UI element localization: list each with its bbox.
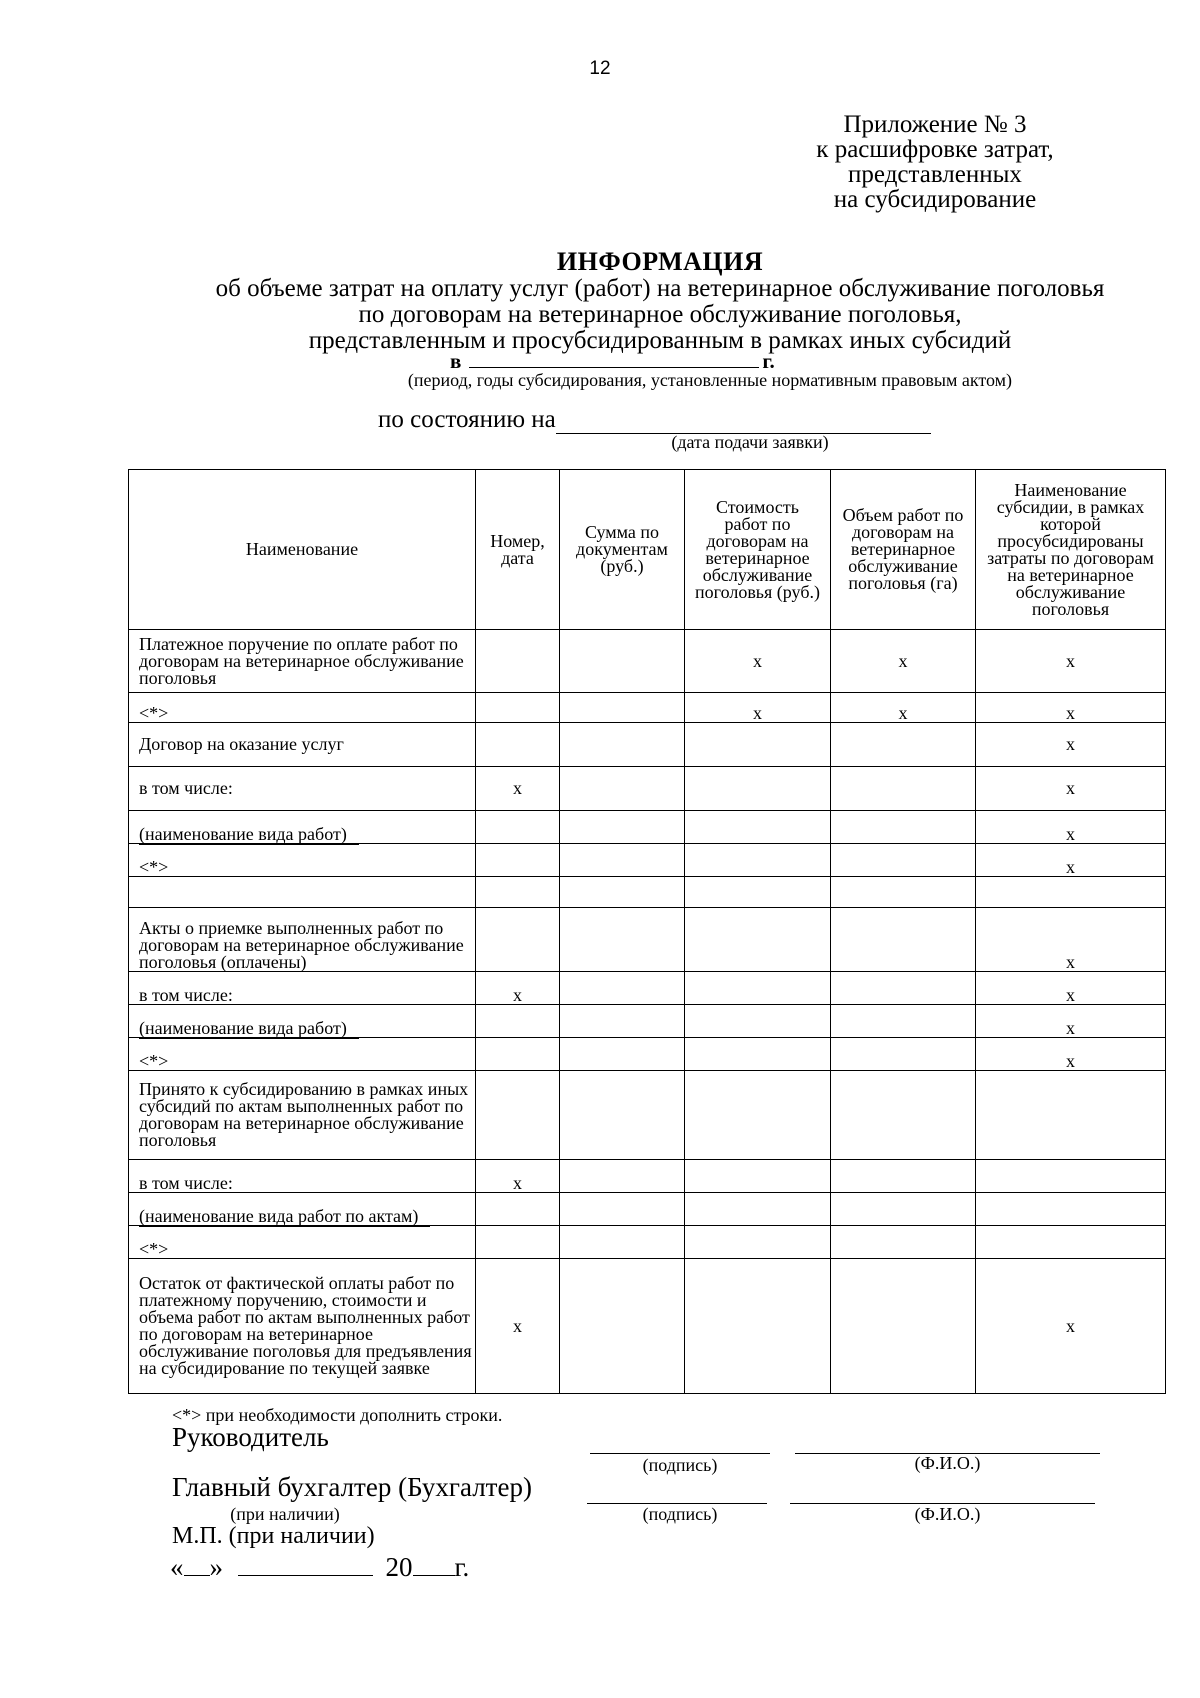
table-cell: х bbox=[476, 972, 560, 1005]
table-cell bbox=[685, 1259, 831, 1394]
annex-line: к расшифровке затрат, bbox=[816, 136, 1054, 163]
row-label-cell bbox=[129, 811, 476, 844]
head-fio-caption: (Ф.И.О.) bbox=[914, 1453, 981, 1473]
table-cell: х bbox=[976, 693, 1166, 723]
stamp-label: М.П. (при наличии) bbox=[172, 1523, 375, 1549]
table-cell: х bbox=[976, 972, 1166, 1005]
table-cell bbox=[560, 1005, 685, 1038]
footnote: <*> при необходимости дополнить строки. bbox=[172, 1405, 503, 1425]
row-label-cell: <*> bbox=[129, 844, 476, 877]
table-cell bbox=[560, 767, 685, 811]
table-cell bbox=[560, 1160, 685, 1193]
table-cell bbox=[685, 811, 831, 844]
table-cell bbox=[831, 1160, 976, 1193]
accountant-label: Главный бухгалтер (Бухгалтер) bbox=[172, 1472, 532, 1502]
table-cell bbox=[560, 1193, 685, 1226]
table-cell bbox=[831, 1038, 976, 1071]
state-date-blank[interactable] bbox=[556, 411, 931, 434]
header-cell: Наименование bbox=[129, 470, 476, 630]
table-cell: х bbox=[831, 693, 976, 723]
page-number: 12 bbox=[589, 58, 611, 79]
row-label-cell: в том числе: bbox=[129, 972, 476, 1005]
accountant-sign-caption: (подпись) bbox=[642, 1504, 718, 1524]
table-cell: х bbox=[976, 844, 1166, 877]
row-label-cell: <*> bbox=[129, 1226, 476, 1259]
table-cell bbox=[560, 1259, 685, 1394]
row-label-cell bbox=[129, 877, 476, 908]
subtitle-line: представленным и просубсидированным в рамках иных субсидий bbox=[308, 327, 1012, 354]
table-cell: х bbox=[976, 811, 1166, 844]
table-cell: х bbox=[976, 908, 1166, 972]
table-cell bbox=[476, 1226, 560, 1259]
table-header-row bbox=[129, 470, 1166, 630]
accountant-note: (при наличии) bbox=[230, 1504, 340, 1524]
table-cell bbox=[560, 693, 685, 723]
table-cell bbox=[476, 908, 560, 972]
table-cell bbox=[685, 1160, 831, 1193]
table-cell bbox=[976, 1226, 1166, 1259]
subtitle-line: об объеме затрат на оплату услуг (работ) на ветеринарное обслуживание поголовья bbox=[215, 275, 1105, 302]
head-sign-caption: (подпись) bbox=[642, 1455, 718, 1475]
table-cell bbox=[685, 1226, 831, 1259]
table-cell bbox=[476, 630, 560, 693]
date-note: (дата подачи заявки) bbox=[671, 432, 829, 452]
header-cell: Сумма по документам (руб.) bbox=[560, 470, 685, 630]
table-cell bbox=[476, 1038, 560, 1071]
table-cell bbox=[685, 972, 831, 1005]
period-blank[interactable] bbox=[469, 349, 759, 368]
table-cell bbox=[560, 723, 685, 767]
row-label-cell bbox=[129, 1005, 476, 1038]
table-cell: х bbox=[476, 1160, 560, 1193]
table-cell bbox=[831, 767, 976, 811]
table-cell bbox=[831, 972, 976, 1005]
table-cell bbox=[831, 877, 976, 908]
accountant-fio-caption: (Ф.И.О.) bbox=[914, 1504, 981, 1524]
month-blank[interactable] bbox=[238, 1575, 373, 1576]
table-cell bbox=[976, 877, 1166, 908]
table-row bbox=[129, 1005, 1166, 1038]
table-cell bbox=[476, 844, 560, 877]
cost-table bbox=[128, 469, 1166, 1394]
table-cell bbox=[831, 844, 976, 877]
table-cell bbox=[685, 723, 831, 767]
table-cell bbox=[831, 811, 976, 844]
work-type-label: (наименование вида работ) bbox=[139, 1018, 359, 1039]
table-cell bbox=[685, 1193, 831, 1226]
table-cell bbox=[476, 1193, 560, 1226]
table-cell bbox=[831, 1193, 976, 1226]
annex-note bbox=[770, 112, 1100, 212]
table-cell bbox=[476, 1005, 560, 1038]
table-row bbox=[129, 1193, 1166, 1226]
table-row bbox=[129, 1259, 1166, 1394]
header-cell: Номер, дата bbox=[476, 470, 560, 630]
table-row bbox=[129, 693, 1166, 723]
table-cell: х bbox=[976, 1259, 1166, 1394]
row-label-cell: <*> bbox=[129, 693, 476, 723]
table-cell bbox=[560, 972, 685, 1005]
subtitle-line: по договорам на ветеринарное обслуживание поголовья, bbox=[358, 301, 962, 328]
table-cell bbox=[476, 723, 560, 767]
table-cell: х bbox=[976, 630, 1166, 693]
header-cell: Наименование субсидии, в рамках которой просубсидированы затраты по договорам на ветеринарное обслуживание поголовья bbox=[976, 470, 1166, 630]
table-cell bbox=[831, 1071, 976, 1160]
table-cell bbox=[476, 877, 560, 908]
row-label-cell bbox=[129, 1193, 476, 1226]
table-row bbox=[129, 1226, 1166, 1259]
table-cell bbox=[976, 1160, 1166, 1193]
table-cell bbox=[831, 1226, 976, 1259]
state-line bbox=[378, 406, 931, 434]
work-type-label: (наименование вида работ по актам) bbox=[139, 1206, 430, 1227]
year-prefix: 20 bbox=[385, 1552, 413, 1582]
row-label-cell: Остаток от фактической оплаты работ по платежному поручению, стоимости и объема работ по актам выполненных работ по договорам на ветеринарное обслуживание поголовья для предъявления на субсидирование по текущей заявке bbox=[129, 1259, 476, 1394]
header-cell: Объем работ по договорам на ветеринарное обслуживание поголовья (га) bbox=[831, 470, 976, 630]
table-cell bbox=[476, 811, 560, 844]
table-row bbox=[129, 767, 1166, 811]
table-row bbox=[129, 1160, 1166, 1193]
document-title: ИНФОРМАЦИЯ bbox=[556, 247, 764, 276]
date-line bbox=[170, 1552, 469, 1583]
table-cell bbox=[560, 1038, 685, 1071]
table-cell: х bbox=[976, 1005, 1166, 1038]
table-row bbox=[129, 908, 1166, 972]
period-suffix: г. bbox=[762, 349, 775, 373]
table-cell bbox=[685, 844, 831, 877]
head-label: Руководитель bbox=[172, 1422, 329, 1452]
annex-line: Приложение № 3 bbox=[843, 111, 1027, 138]
table-cell bbox=[560, 877, 685, 908]
period-note: (период, годы субсидирования, установленные нормативным правовым актом) bbox=[407, 370, 1013, 390]
row-label-cell: в том числе: bbox=[129, 1160, 476, 1193]
table-cell bbox=[685, 908, 831, 972]
head-signature-line[interactable] bbox=[590, 1453, 770, 1454]
table-cell bbox=[560, 908, 685, 972]
year-blank[interactable] bbox=[413, 1575, 455, 1576]
annex-line: представленных bbox=[848, 161, 1022, 188]
row-label-cell: Договор на оказание услуг bbox=[129, 723, 476, 767]
header-cell: Стоимость работ по договорам на ветеринарное обслуживание поголовья (руб.) bbox=[685, 470, 831, 630]
row-label-cell: Платежное поручение по оплате работ по договорам на ветеринарное обслуживание поголовья bbox=[129, 630, 476, 693]
work-type-label: (наименование вида работ) bbox=[139, 824, 359, 845]
table-cell: х bbox=[476, 1259, 560, 1394]
table-row bbox=[129, 877, 1166, 908]
state-label: по состоянию на bbox=[378, 406, 556, 433]
date-open-quote: « bbox=[170, 1552, 184, 1582]
year-suffix: г. bbox=[454, 1552, 470, 1582]
table-cell bbox=[831, 908, 976, 972]
row-label-cell: <*> bbox=[129, 1038, 476, 1071]
table-row bbox=[129, 723, 1166, 767]
row-label-cell: Акты о приемке выполненных работ по договорам на ветеринарное обслуживание поголовья (оплачены) bbox=[129, 908, 476, 972]
table-cell: х bbox=[976, 723, 1166, 767]
annex-line: на субсидирование bbox=[833, 186, 1037, 213]
table-cell bbox=[476, 693, 560, 723]
table-cell bbox=[476, 1071, 560, 1160]
table-cell bbox=[685, 767, 831, 811]
table-cell: х bbox=[976, 767, 1166, 811]
table-cell bbox=[831, 1005, 976, 1038]
table-cell bbox=[831, 723, 976, 767]
table-row bbox=[129, 844, 1166, 877]
table-cell bbox=[685, 1071, 831, 1160]
document-subtitle bbox=[100, 276, 1200, 354]
table-cell bbox=[685, 877, 831, 908]
table-cell bbox=[560, 811, 685, 844]
table-row bbox=[129, 630, 1166, 693]
table-cell: х bbox=[685, 630, 831, 693]
table-cell bbox=[685, 1005, 831, 1038]
table-cell bbox=[560, 1226, 685, 1259]
table-cell: х bbox=[476, 767, 560, 811]
table-cell bbox=[560, 630, 685, 693]
period-prefix: в bbox=[450, 349, 462, 373]
table-cell: х bbox=[976, 1038, 1166, 1071]
table-row bbox=[129, 1038, 1166, 1071]
date-close-quote: » bbox=[209, 1552, 223, 1582]
table-cell bbox=[976, 1193, 1166, 1226]
row-label-cell: Принято к субсидированию в рамках иных субсидий по актам выполненных работ по договорам на ветеринарное обслуживание поголовья bbox=[129, 1071, 476, 1160]
table-row bbox=[129, 972, 1166, 1005]
table-cell bbox=[685, 1038, 831, 1071]
table-cell bbox=[831, 1259, 976, 1394]
table-cell: х bbox=[685, 693, 831, 723]
day-blank[interactable] bbox=[184, 1575, 210, 1576]
table-cell bbox=[560, 844, 685, 877]
table-row bbox=[129, 1071, 1166, 1160]
row-label-cell: в том числе: bbox=[129, 767, 476, 811]
table-cell bbox=[976, 1071, 1166, 1160]
table-cell bbox=[560, 1071, 685, 1160]
table-row bbox=[129, 811, 1166, 844]
table-cell: х bbox=[831, 630, 976, 693]
